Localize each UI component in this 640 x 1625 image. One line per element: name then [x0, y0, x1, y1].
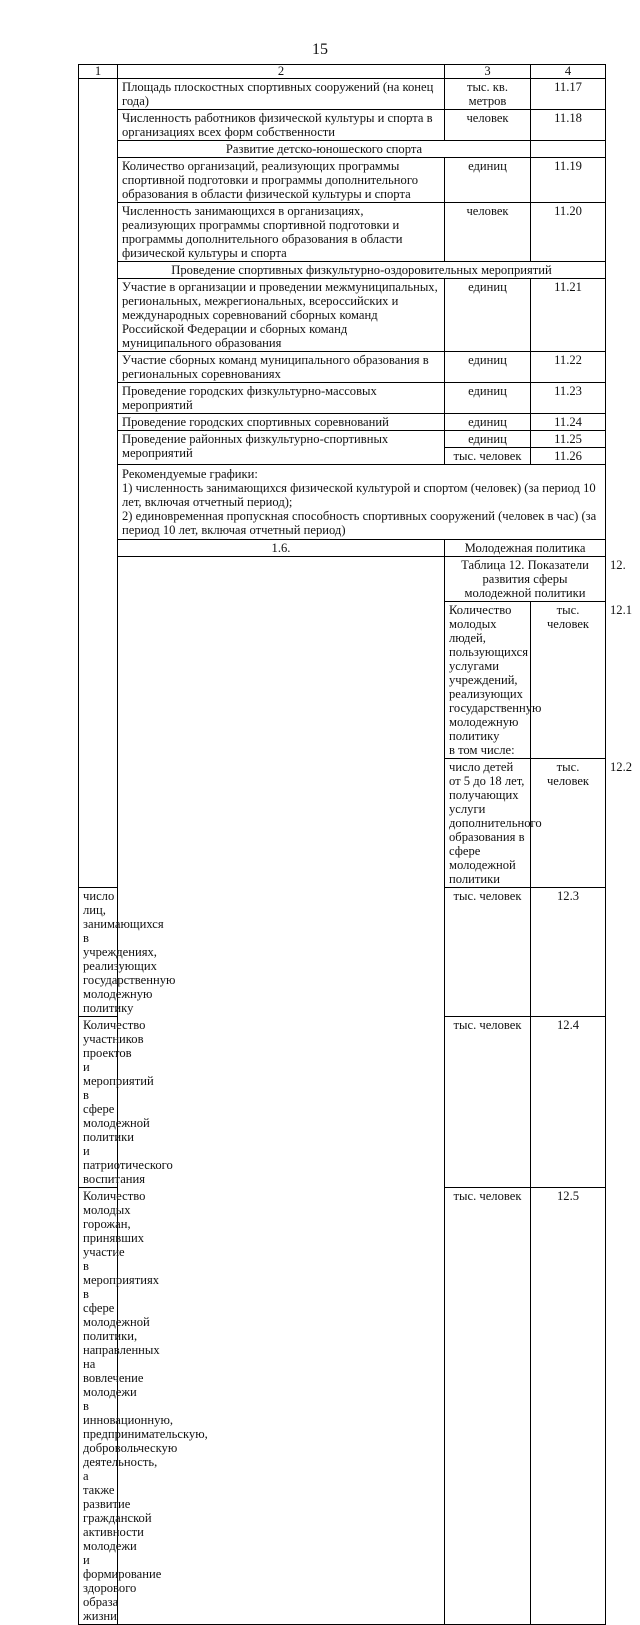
indicator-unit: тыс. человек [445, 448, 531, 465]
indicator-name: число детей от 5 до 18 лет, получающих услуги дополнительного образования в сфере молодежной политики [445, 759, 531, 888]
indicator-unit: тыс. человек [531, 759, 606, 888]
column-header-row [79, 65, 606, 79]
indicators-table [78, 64, 633, 1625]
empty-cell [531, 141, 606, 158]
col-header-1: 1 [79, 65, 118, 79]
recommendations-row [79, 465, 606, 540]
section-number-cell [118, 557, 445, 1625]
indicator-code: 11.17 [531, 79, 606, 110]
indicator-name: Численность занимающихся в организациях, реализующих программы спортивной подготовки и программы дополнительного образования в области физической культуры и спорта [118, 203, 445, 262]
indicator-unit: тыс. человек [445, 888, 531, 1017]
col-header-2: 2 [118, 65, 445, 79]
col-header-4: 4 [531, 65, 606, 79]
indicator-name: Количество участников проектов и мероприятий в сфере молодежной политики и патриотического воспитания [79, 1017, 118, 1188]
subsection-row [79, 262, 606, 279]
indicator-code: 11.20 [531, 203, 606, 262]
indicator-name: Проведение городских физкультурно-массовых мероприятий [118, 383, 445, 414]
indicator-unit: человек [445, 203, 531, 262]
subsection-title: Развитие детско-юношеского спорта [118, 141, 531, 158]
indicator-unit: тыс. человек [445, 1017, 531, 1188]
table-title: Таблица 12. Показатели развития сферы молодежной политики [445, 557, 606, 602]
recommended-title: Рекомендуемые графики: [122, 467, 258, 481]
table-row [79, 203, 606, 262]
indicator-name: Проведение районных физкультурно-спортивных мероприятий [118, 431, 445, 465]
recommended-item-2: 2) единовременная пропускная способность спортивных сооружений (человек в час) (за период 10 лет, включая отчетный период) [122, 509, 597, 537]
col-header-3: 3 [445, 65, 531, 79]
indicator-name: Проведение городских спортивных соревнований [118, 414, 445, 431]
table-row [79, 383, 606, 414]
table-row [79, 279, 606, 352]
indicator-name: Количество организаций, реализующих программы спортивной подготовки и программы дополнительного образования в области физической культуры и спорта [118, 158, 445, 203]
indicator-code: 11.22 [531, 352, 606, 383]
indicator-code: 11.19 [531, 158, 606, 203]
table-row [79, 431, 606, 448]
indicator-unit: тыс. человек [531, 602, 606, 759]
page-number: 15 [312, 41, 328, 58]
table-row [79, 352, 606, 383]
recommended-charts [118, 465, 606, 540]
indicator-unit: единиц [445, 414, 531, 431]
subsection-row [79, 141, 606, 158]
indicator-name: Численность работников физической культуры и спорта в организациях всех форм собственности [118, 110, 445, 141]
indicator-code: 12.4 [531, 1017, 606, 1188]
indicator-code: 11.25 [531, 431, 606, 448]
indicator-unit: единиц [445, 158, 531, 203]
indicator-unit: единиц [445, 279, 531, 352]
section-title: Молодежная политика [445, 540, 606, 557]
indicator-unit: единиц [445, 383, 531, 414]
indicator-unit: тыс. кв. метров [445, 79, 531, 110]
section-number-cell [79, 79, 118, 888]
indicator-name: Участие в организации и проведении межмуниципальных, региональных, межрегиональных, всероссийских и международных соревнований сборных команд Российской Федерации и сборных команд муниципального образования [118, 279, 445, 352]
recommended-item-1: 1) численность занимающихся физической культурой и спортом (человек) (за период 10 лет, включая отчетный период); [122, 481, 596, 509]
indicator-unit: единиц [445, 352, 531, 383]
indicator-unit: человек [445, 110, 531, 141]
table-title-row: Таблица 12. Показатели развития сферы молодежной политики 12. [79, 557, 606, 602]
indicator-code: 11.18 [531, 110, 606, 141]
indicator-name: Количество молодых людей, пользующихся услугами учреждений, реализующих государственную молодежную политику в том числе: [445, 602, 531, 759]
indicator-code: 11.24 [531, 414, 606, 431]
table-row [79, 79, 606, 110]
indicator-unit: тыс. человек [445, 1188, 531, 1625]
indicator-code: 11.23 [531, 383, 606, 414]
indicator-name: Площадь плоскостных спортивных сооружений (на конец года) [118, 79, 445, 110]
table-row [79, 110, 606, 141]
section-number: 1.6. [118, 540, 445, 557]
indicator-unit: единиц [445, 431, 531, 448]
table-row: число детей от 5 до 18 лет, получающих услуги дополнительного образования в сфере молодежной политики тыс. человек 12.2 [79, 759, 606, 888]
indicator-code: 11.21 [531, 279, 606, 352]
table-row [79, 158, 606, 203]
indicator-name: Количество молодых горожан, принявших участие в мероприятиях в сфере молодежной политики, направленных на вовлечение молодежи в инновационную, предпринимательскую, добровольческую деятельность, а также развитие гражданской активности молодежи и формирование здорового образа жизни [79, 1188, 118, 1625]
indicator-name: число лиц, занимающихся в учреждениях, реализующих государственную молодежную политику [79, 888, 118, 1017]
indicator-code: 12.5 [531, 1188, 606, 1625]
indicator-name: Участие сборных команд муниципального образования в региональных соревнованиях [118, 352, 445, 383]
indicator-code: 12.3 [531, 888, 606, 1017]
section-row [79, 540, 606, 557]
indicator-code: 11.26 [531, 448, 606, 465]
table-row [79, 414, 606, 431]
subsection-title: Проведение спортивных физкультурно-оздоровительных мероприятий [118, 262, 606, 279]
table-row: Количество молодых людей, пользующихся услугами учреждений, реализующих государственную молодежную политику в том числе: тыс. человек 12.1 [79, 602, 606, 759]
